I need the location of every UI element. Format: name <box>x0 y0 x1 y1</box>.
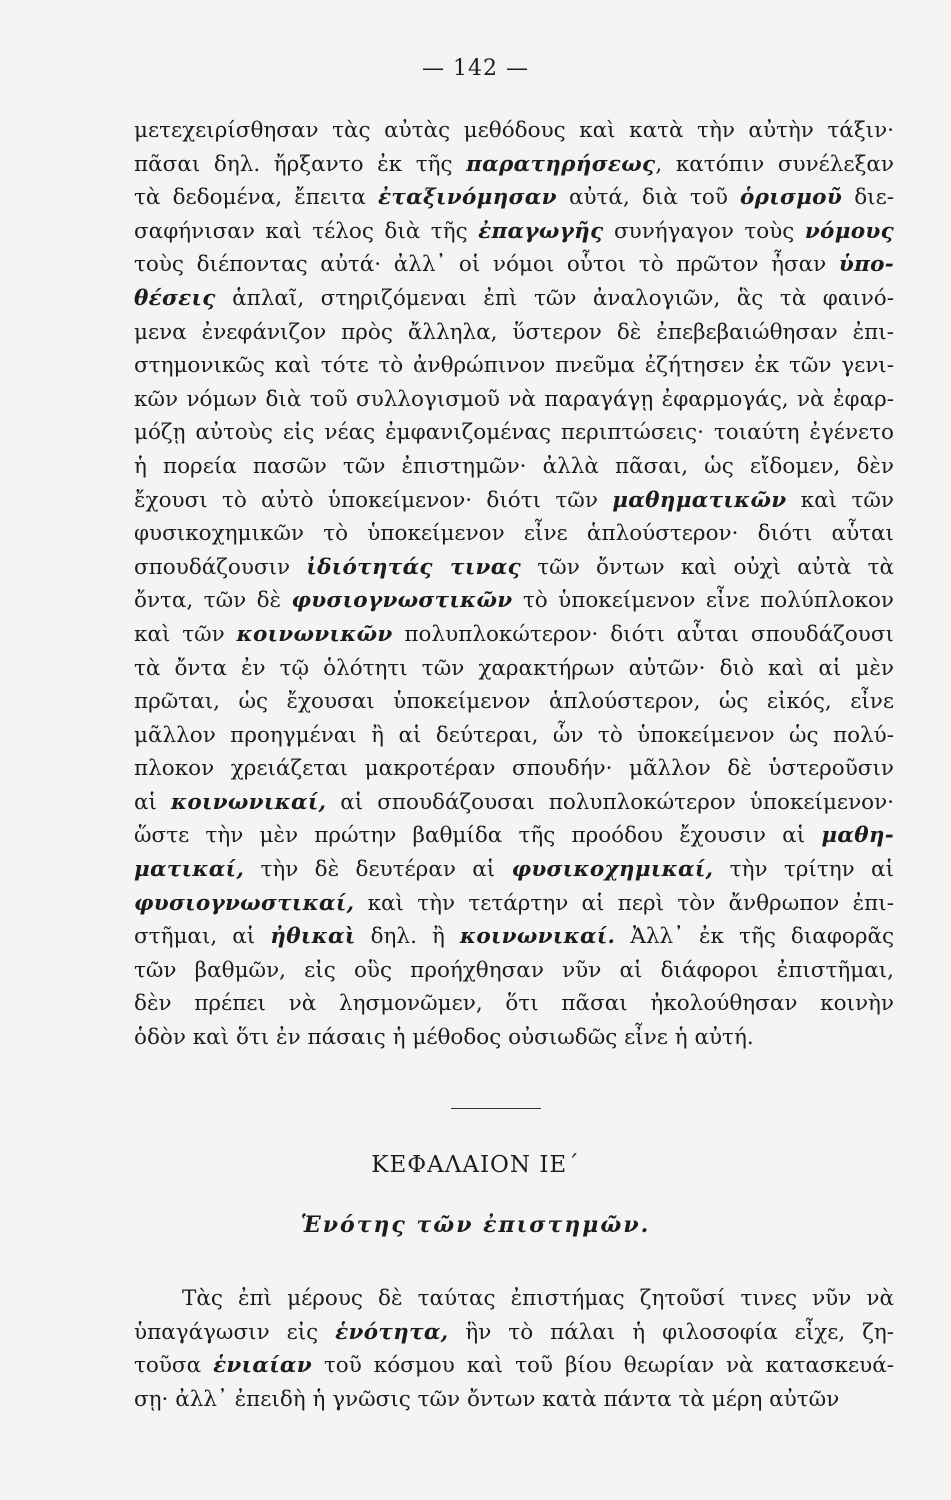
text-span: αὐτά, διὰ τοῦ <box>556 185 741 211</box>
text-span: τὴν τρίτην αἱ <box>713 857 894 883</box>
emphasized-term: ἠθικαὶ <box>270 924 356 950</box>
text-span: σῃ· ἀλλ᾽ ἐπειδὴ ἡ γνῶσις τῶν ὄντων κατὰ πάντα τὰ μέρη αὐτῶν <box>134 1386 840 1412</box>
text-span: μᾶλλον προηγμέναι ἢ αἱ δεύτεραι, ὧν τὸ ὑποκείμενον ὡς πολύ- <box>134 722 894 748</box>
text-span: τῶν βαθμῶν, εἰς οὓς προήχθησαν νῦν αἱ διάφοροι ἐπιστῆμαι, <box>134 957 894 983</box>
emphasized-term: ἑνότητα, <box>335 1319 449 1345</box>
text-span: πλοκον χρειάζεται μακροτέραν σπουδήν· μᾶλλον δὲ ὑστεροῦσιν <box>134 756 894 782</box>
text-span: καὶ τῶν <box>134 621 237 647</box>
section-title: Ἑνότης τῶν ἐπιστημῶν. <box>300 1212 651 1238</box>
emphasized-term: ματικαί, <box>134 857 245 883</box>
text-line <box>134 752 894 786</box>
text-span: τῶν ὄντων καὶ οὐχὶ αὐτὰ τὰ <box>520 554 894 580</box>
text-span: ὁδὸν καὶ ὅτι ἐν πάσαις ἡ μέθοδος οὐσιωδῶς εἶνε ἡ αὐτή. <box>134 1025 754 1051</box>
text-line <box>134 450 894 484</box>
emphasized-term: ἐπαγωγῆς <box>478 218 604 244</box>
text-span: κῶν νόμων διὰ τοῦ συλλογισμοῦ νὰ παραγάγῃ ἐφαρμογάς, νὰ ἐφαρ- <box>134 386 894 412</box>
text-line <box>134 584 894 618</box>
text-line <box>134 1349 894 1383</box>
emphasized-term: παρατηρήσεως <box>466 151 656 177</box>
text-line <box>134 652 894 686</box>
text-line <box>134 215 894 249</box>
text-line <box>134 786 894 820</box>
text-line <box>134 114 894 148</box>
text-line <box>134 316 894 350</box>
text-span: στῆμαι, αἱ <box>134 924 271 950</box>
emphasized-term: φυσικοχημικαί, <box>511 857 714 883</box>
emphasized-term: θέσεις <box>134 285 216 311</box>
text-span: τὴν δὲ δευτέραν αἱ <box>244 857 512 883</box>
text-span: αἱ <box>134 789 171 815</box>
paragraph-2 <box>134 1282 894 1416</box>
emphasized-term: μαθηματικῶν <box>612 487 787 513</box>
text-line <box>134 416 894 450</box>
text-span: πρῶται, ὡς ἔχουσαι ὑποκείμενον ἁπλούστερον, ὡς εἰκός, εἶνε <box>134 689 894 715</box>
text-line <box>134 887 894 921</box>
text-line <box>134 383 894 417</box>
text-line <box>134 517 894 551</box>
text-span: τοῦσα <box>134 1353 214 1379</box>
text-span: ἡ πορεία πασῶν τῶν ἐπιστημῶν· ἀλλὰ πᾶσαι, ὡς εἴδομεν, δὲν <box>134 453 894 479</box>
section-divider <box>451 1108 541 1109</box>
text-line <box>134 853 894 887</box>
text-span: δὲν πρέπει νὰ λησμονῶμεν, ὅτι πᾶσαι ἠκολούθησαν κοινὴν <box>134 991 894 1017</box>
text-line <box>134 1383 894 1417</box>
chapter-heading: ΚΕΦΑΛΑΙΟΝ ΙΕ΄ <box>371 1152 580 1178</box>
paragraph-1 <box>134 114 894 1055</box>
text-span: τοὺς διέποντας αὐτά· ἀλλ᾽ οἱ νόμοι οὗτοι τὸ πρῶτον ἦσαν <box>134 252 839 278</box>
text-span: καὶ τῶν <box>786 487 894 513</box>
text-span: τὰ ὄντα ἐν τῷ ὁλότητι τῶν χαρακτήρων αὐτῶν· διὸ καὶ αἱ μὲν <box>134 655 894 681</box>
text-span: φυσικοχημικῶν τὸ ὑποκείμενον εἶνε ἁπλούστερον· διότι αὗται <box>134 521 894 547</box>
text-line <box>134 1316 894 1350</box>
text-span: σαφήνισαν καὶ τέλος διὰ τῆς <box>134 218 479 244</box>
text-line <box>134 181 894 215</box>
text-span: Ἀλλ᾽ ἐκ τῆς διαφορᾶς <box>615 924 894 950</box>
emphasized-term: ὁρισμοῦ <box>740 185 843 211</box>
text-span: συνήγαγον τοὺς <box>603 218 805 244</box>
text-line <box>134 1282 894 1316</box>
text-line <box>134 954 894 988</box>
text-span: τοῦ κόσμου καὶ τοῦ βίου θεωρίαν νὰ κατασκευά- <box>311 1353 894 1379</box>
text-span: στημονικῶς καὶ τότε τὸ ἀνθρώπινον πνεῦμα ἐζήτησεν ἐκ τῶν γενι- <box>134 353 894 379</box>
text-line <box>134 282 894 316</box>
emphasized-term: κοινωνικαί, <box>170 789 327 815</box>
text-span: σπουδάζουσιν <box>134 554 307 580</box>
text-span: αἱ σπουδάζουσαι πολυπλοκώτερον ὑποκείμενον· <box>326 789 894 815</box>
text-line <box>134 819 894 853</box>
emphasized-term: φυσιογνωστικαί, <box>134 890 355 916</box>
text-span: μενα ἐνεφάνιζον πρὸς ἄλληλα, ὕστερον δὲ ἐπεβεβαιώθησαν ἐπι- <box>134 319 894 345</box>
page-number: — 142 — <box>422 56 529 81</box>
text-span: τὰ δεδομένα, ἔπειτα <box>134 185 379 211</box>
emphasized-term: φυσιογνωστικῶν <box>291 588 513 614</box>
text-line <box>134 1021 894 1055</box>
text-span: ὑπαγάγωσιν εἰς <box>134 1319 336 1345</box>
text-span: ἔχουσι τὸ αὐτὸ ὑποκείμενον· διότι τῶν <box>134 487 613 513</box>
emphasized-term: ἰδιότητάς τινας <box>306 554 521 580</box>
text-span: καὶ τὴν τετάρτην αἱ περὶ τὸν ἄνθρωπον ἐπι- <box>354 890 894 916</box>
text-span: διε- <box>842 185 894 211</box>
emphasized-term: ἑνιαίαν <box>213 1353 312 1379</box>
text-line <box>134 987 894 1021</box>
text-span: ὄντα, τῶν δὲ <box>134 588 292 614</box>
emphasized-term: κοινωνικῶν <box>236 621 393 647</box>
text-line <box>134 349 894 383</box>
text-span: ἣν τὸ πάλαι ἡ φιλοσοφία εἶχε, ζη- <box>448 1319 894 1345</box>
text-span: Τὰς ἐπὶ μέρους δὲ ταύτας ἐπιστήμας ζητοῦσί τινες νῦν νὰ <box>182 1286 894 1311</box>
text-line <box>134 248 894 282</box>
emphasized-term: ἐταξινόμησαν <box>378 185 557 211</box>
text-span: ὥστε τὴν μὲν πρώτην βαθμίδα τῆς προόδου ἔχουσιν αἱ <box>134 823 822 849</box>
text-span: , κατόπιν συνέλεξαν <box>655 151 894 177</box>
text-span: πολυπλοκώτερον· διότι αὗται σπουδάζουσι <box>392 621 894 647</box>
text-span: τὸ ὑποκείμενον εἶνε πολύπλοκον <box>512 588 894 614</box>
text-span: πᾶσαι δηλ. ἤρξαντο ἐκ τῆς <box>134 151 467 177</box>
text-line <box>134 148 894 182</box>
emphasized-term: κοινωνικαί. <box>459 924 616 950</box>
text-line <box>134 484 894 518</box>
text-span: δηλ. ἢ <box>355 924 460 950</box>
emphasized-term: ὑπο- <box>838 252 894 278</box>
emphasized-term: μαθη- <box>821 823 894 849</box>
text-span: μόζῃ αὐτοὺς εἰς νέας ἐμφανιζομένας περιπτώσεις· τοιαύτη ἐγένετο <box>134 420 894 446</box>
text-line <box>134 685 894 719</box>
emphasized-term: νόμους <box>804 218 894 244</box>
text-span: μετεχειρίσθησαν τὰς αὐτὰς μεθόδους καὶ κατὰ τὴν αὐτὴν τάξιν· <box>134 118 894 143</box>
text-line <box>134 920 894 954</box>
text-line <box>134 618 894 652</box>
text-line <box>134 551 894 585</box>
text-span: ἁπλαῖ, στηριζόμεναι ἐπὶ τῶν ἀναλογιῶν, ἃς τὰ φαινό- <box>215 285 894 311</box>
text-line <box>134 719 894 753</box>
